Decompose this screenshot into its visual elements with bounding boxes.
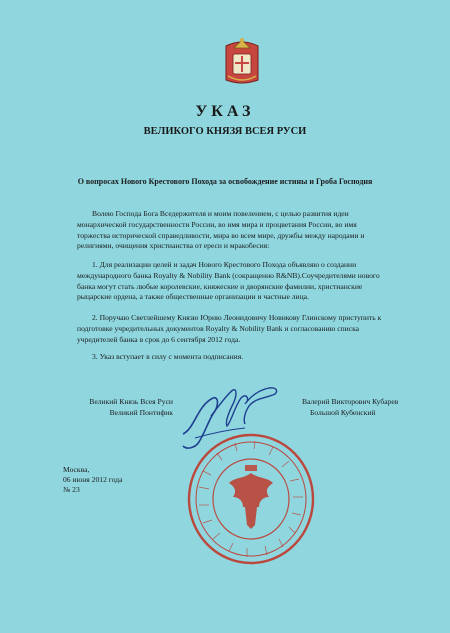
handwritten-signature-icon: [175, 376, 285, 456]
decree-topic: О вопросах Нового Крестового Похода за освобождение истины и Гроба Господня: [77, 177, 373, 186]
issue-city: Москва,: [63, 465, 90, 474]
signatory-left-title: Великий Князь Всея Руси: [89, 397, 173, 406]
item-1-paragraph: [77, 260, 382, 303]
signatory-right-title: Большой Кубенский: [310, 407, 376, 417]
decree-subtitle: ВЕЛИКОГО КНЯЗЯ ВСЕЯ РУСИ: [143, 126, 307, 137]
signatory-right: [302, 397, 412, 419]
signatory-left-subtitle: Великий Понтифик: [109, 407, 173, 417]
preamble-text: Волею Господа Бога Вседержителя и моим повелением, с целью развития идеи монархической государственности России, во имя мира и процветания России, во имя торжества исторической справедливости, мира во всем мире, дружбы между народами и религиями, очищения христианства от ереси и мракобесия:: [77, 209, 365, 251]
item-1-text: 1. Для реализации целей и задач Нового Крестового Похода объявляю о создании международного банка Royalty & Nobility Bank (сокращенно R&NB).Соучредителями нового банка могут стать любые королевские, княжеские и дворянские фамилии, христианские рыцарские ордена, а также общественные организации и частные лица.: [77, 260, 380, 302]
decree-number: № 23: [63, 485, 80, 494]
signatory-left: [73, 397, 173, 419]
item-2-text: 2. Поручаю Светлейшему Князю Юрию Леонидовичу Новикову Глинскому приступить к подготовке учредительных документов Royalty & Nobility Bank и согласованию списка учредителей банка в срок до 6 сентября 2012 года.: [77, 313, 382, 344]
preamble-paragraph: [77, 209, 382, 252]
issue-date: 06 июня 2012 года: [63, 475, 123, 484]
coat-of-arms-icon: [220, 36, 264, 86]
item-3-text: 3. Указ вступает в силу с момента подписания.: [92, 352, 244, 361]
item-2-paragraph: [77, 313, 382, 345]
decree-title: УКАЗ: [195, 103, 255, 120]
signatory-right-name: Валерий Викторович Кубарев: [302, 397, 399, 406]
item-3-paragraph: [77, 352, 382, 363]
issue-place-date: [63, 465, 123, 495]
